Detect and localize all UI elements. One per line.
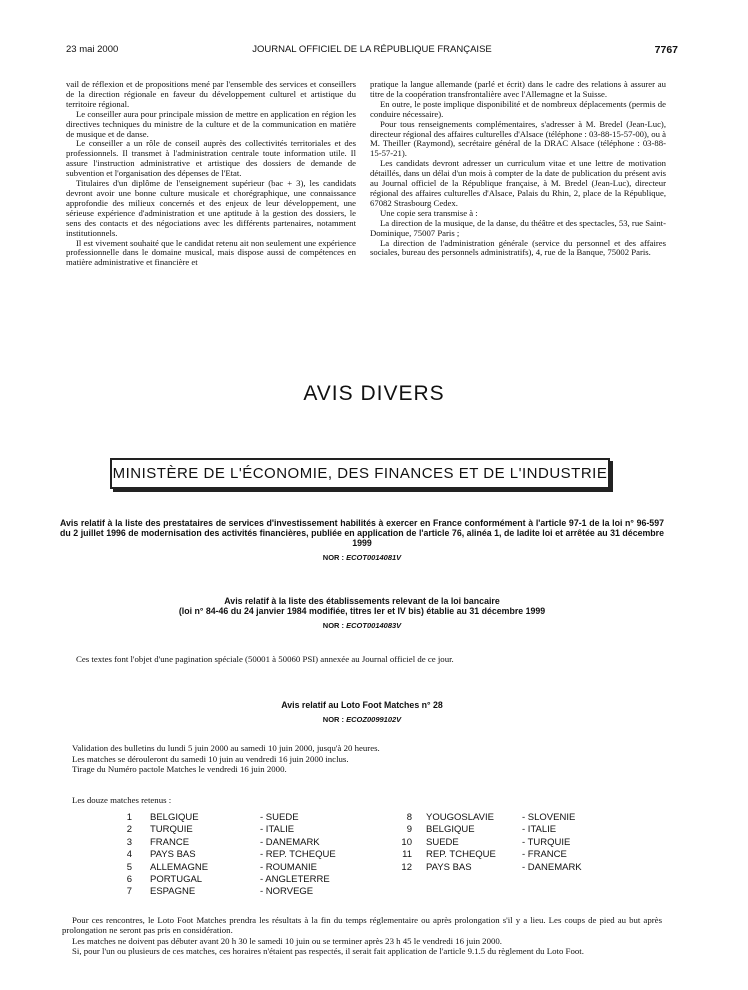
match-home: PORTUGAL: [150, 873, 203, 885]
closing-paragraph: Si, pour l'un ou plusieurs de ces matches, ces horaires n'étaient pas respectés, il serait fait application de l'article 9.1.5 du règlement du Loto Foot.: [72, 946, 584, 957]
match-number: 11: [402, 849, 412, 861]
notice-title: Avis relatif au Loto Foot Matches n° 28: [281, 700, 443, 710]
match-home: BELGIQUE: [426, 824, 475, 836]
match-away: - SLOVENIE: [522, 812, 576, 823]
notice-title-line: (loi n° 84-46 du 24 janvier 1984 modifiée, titres Ier et IV bis) établie au 31 décembre 1999: [178, 606, 546, 616]
matches-list-left: [112, 812, 372, 899]
nor-label: NOR :: [322, 715, 345, 724]
match-number: 6: [126, 873, 132, 885]
match-number: 9: [406, 824, 412, 836]
right-paragraph: Pour tous renseignements complémentaires, s'adresser à M. Bredel (Jean-Luc), directeur régional des affaires culturelles d'Alsace (téléphone : 03-88-15-57-00), ou à M. Theiller (Raymond), secrétaire général de la DRAC Alsace (téléphone : 03-88-15-57-21).: [370, 118, 666, 159]
nor-code: ECOT0014081V: [346, 553, 402, 562]
right-paragraph: La direction de l'administration générale (service du personnel et des affaires sociales, bureau des personnels administratifs), 4, rue de la Banque, 75002 Paris.: [370, 237, 666, 258]
nor-reference: [60, 621, 664, 631]
match-away: - REP. TCHEQUE: [260, 849, 336, 861]
nor-reference: [60, 553, 664, 563]
match-home: FRANCE: [150, 836, 190, 848]
header-journal-title: JOURNAL OFFICIEL DE LA RÉPUBLIQUE FRANÇAISE: [252, 44, 492, 55]
match-home: SUEDE: [426, 836, 459, 848]
match-number: 5: [126, 861, 132, 873]
closing-paragraph: Pour ces rencontres, le Loto Foot Matches prendra les résultats à la fin du temps réglementaire ou après prolongation s'il y a lieu. Les coups de pied au but après prolongation ne seront pas pris en considération.: [62, 915, 662, 936]
ministry-heading: MINISTÈRE DE L'ÉCONOMIE, DES FINANCES ET DE L'INDUSTRIE: [110, 458, 610, 489]
match-home: REP. TCHEQUE: [426, 849, 496, 861]
match-number: 2: [126, 824, 132, 836]
match-number: 4: [126, 849, 132, 861]
nor-reference: [60, 715, 664, 725]
match-home: ALLEMAGNE: [150, 861, 209, 873]
notice-investment-services: [60, 518, 664, 563]
pagination-notice: Ces textes font l'objet d'une pagination spéciale (50001 à 50060 PSI) annexée au Journal officiel de ce jour.: [76, 654, 454, 664]
right-paragraph: Les candidats devront adresser un curriculum vitae et une lettre de motivation détaillés, dans un délai d'un mois à compter de la date de publication du présent avis au Journal officiel de la République française, à M. Bredel (Jean-Luc), directeur régional des affaires culturelles d'Alsace, Palais du Rhin, 2, place de la République, 67082 Strasbourg Cedex.: [370, 158, 666, 208]
match-home: ESPAGNE: [150, 886, 196, 898]
match-away: - TURQUIE: [522, 836, 571, 848]
match-away: - ANGLETERRE: [260, 873, 330, 885]
notice-title-line: Avis relatif à la liste des établissements relevant de la loi bancaire: [224, 596, 500, 606]
match-away: - DANEMARK: [522, 861, 582, 873]
match-away: - ITALIE: [260, 824, 295, 836]
match-home: YOUGOSLAVIE: [426, 812, 494, 823]
matches-list-right: [392, 812, 622, 874]
section-title: AVIS DIVERS: [303, 382, 445, 405]
match-away: - DANEMARK: [260, 836, 320, 848]
match-away: - ROUMANIE: [260, 861, 317, 873]
validation-line: Tirage du Numéro pactole Matches le vendredi 16 juin 2000.: [72, 764, 287, 775]
match-row: [112, 886, 372, 898]
left-paragraph: vail de réflexion et de propositions mené par l'ensemble des services et conseillers de la direction régionale en faveur du développement culturel et artistique du territoire régional.: [66, 79, 356, 109]
match-row: [112, 862, 372, 874]
nor-code: ECOZ0099102V: [346, 715, 402, 724]
header-page-number: 7767: [654, 44, 678, 56]
header-date: 23 mai 2000: [66, 44, 119, 55]
match-row: [112, 824, 372, 836]
notice-title: Avis relatif à la liste des prestataires de services d'investissement habilités à exercer en France conformément à l'article 97-1 de la loi n° 96-597 du 2 juillet 1996 de modernisation des activités financières, publiée en application de l'article 76, alinéa 1, de ladite loi et arrêtée au 31 décembre 1999: [60, 518, 664, 548]
match-number: 10: [401, 836, 412, 848]
match-row: [112, 812, 372, 824]
match-away: - NORVEGE: [260, 886, 314, 898]
match-row: [392, 837, 622, 849]
nor-label: NOR :: [322, 553, 345, 562]
right-paragraph: pratique la langue allemande (parlé et écrit) dans le cadre des relations à assurer au titre de la coopération transfrontalière avec l'Allemagne et la Suisse.: [370, 79, 666, 99]
match-row: [112, 874, 372, 886]
right-column: [370, 80, 666, 258]
right-paragraph: En outre, le poste implique disponibilité et de nombreux déplacements (permis de conduire nécessaire).: [370, 98, 666, 119]
match-home: PAYS BAS: [426, 861, 472, 873]
notice-loto-foot: [60, 700, 664, 725]
match-row: [112, 837, 372, 849]
left-paragraph: Le conseiller aura pour principale mission de mettre en application en région les directives techniques du ministre de la culture et de la communication en matière de musique et de danse.: [66, 108, 356, 139]
match-home: BELGIQUE: [150, 812, 199, 823]
match-number: 1: [126, 812, 132, 823]
match-number: 8: [406, 812, 412, 823]
right-paragraph: La direction de la musique, de la danse, du théâtre et des spectacles, 53, rue Saint-Dominique, 75007 Paris ;: [370, 217, 666, 238]
closing-block: [62, 915, 662, 957]
right-paragraph: Une copie sera transmise à :: [380, 207, 478, 218]
validation-line: Validation des bulletins du lundi 5 juin 2000 au samedi 10 juin 2000, jusqu'à 20 heures.: [72, 743, 380, 753]
nor-label: NOR :: [322, 621, 345, 630]
match-number: 3: [126, 836, 132, 848]
page-header: [66, 44, 678, 58]
left-paragraph: Il est vivement souhaité que le candidat retenu ait non seulement une expérience professionnelle dans le domaine musical, mais dispose aussi de compétences en matière administrative et financière et: [66, 237, 356, 268]
matches-intro: Les douze matches retenus :: [72, 795, 172, 805]
match-home: TURQUIE: [150, 824, 193, 836]
validation-line: Les matches se dérouleront du samedi 10 juin au vendredi 16 juin 2000 inclus.: [72, 753, 349, 764]
left-paragraph: Titulaires d'un diplôme de l'enseignement supérieur (bac + 3), les candidats devront avoir une bonne culture musicale et chorégraphique, une connaissance approfondie des milieux concernés et des enjeux de leur développement, une sérieuse expérience d'administration et une aptitude à la gestion des dossiers, le sens des contacts et des négociations avec les différents partenaires, notamment institutionnels.: [66, 178, 356, 238]
match-home: PAYS BAS: [150, 849, 196, 861]
match-away: - SUEDE: [260, 812, 299, 823]
match-away: - FRANCE: [522, 849, 567, 861]
nor-code: ECOT0014083V: [346, 621, 402, 630]
left-paragraph: Le conseiller a un rôle de conseil auprès des collectivités territoriales et des professionnels. Il transmet à l'administration centrale toute information utile. Il assure l'instruction administrative et artistique des dossiers de demande de subvention et l'organisation des dépenses de l'Etat.: [66, 138, 356, 179]
validation-block: [72, 743, 662, 775]
match-away: - ITALIE: [522, 824, 557, 836]
match-row: [392, 812, 622, 824]
notice-banking-establishments: [60, 596, 664, 631]
match-row: [392, 849, 622, 861]
match-row: [112, 849, 372, 861]
closing-paragraph: Les matches ne doivent pas débuter avant 20 h 30 le samedi 10 juin ou se terminer après 23 h 45 le vendredi 16 juin 2000.: [72, 935, 502, 946]
match-number: 7: [126, 886, 132, 898]
match-row: [392, 862, 622, 874]
match-number: 12: [401, 861, 412, 873]
match-row: [392, 824, 622, 836]
left-column: [66, 80, 356, 268]
